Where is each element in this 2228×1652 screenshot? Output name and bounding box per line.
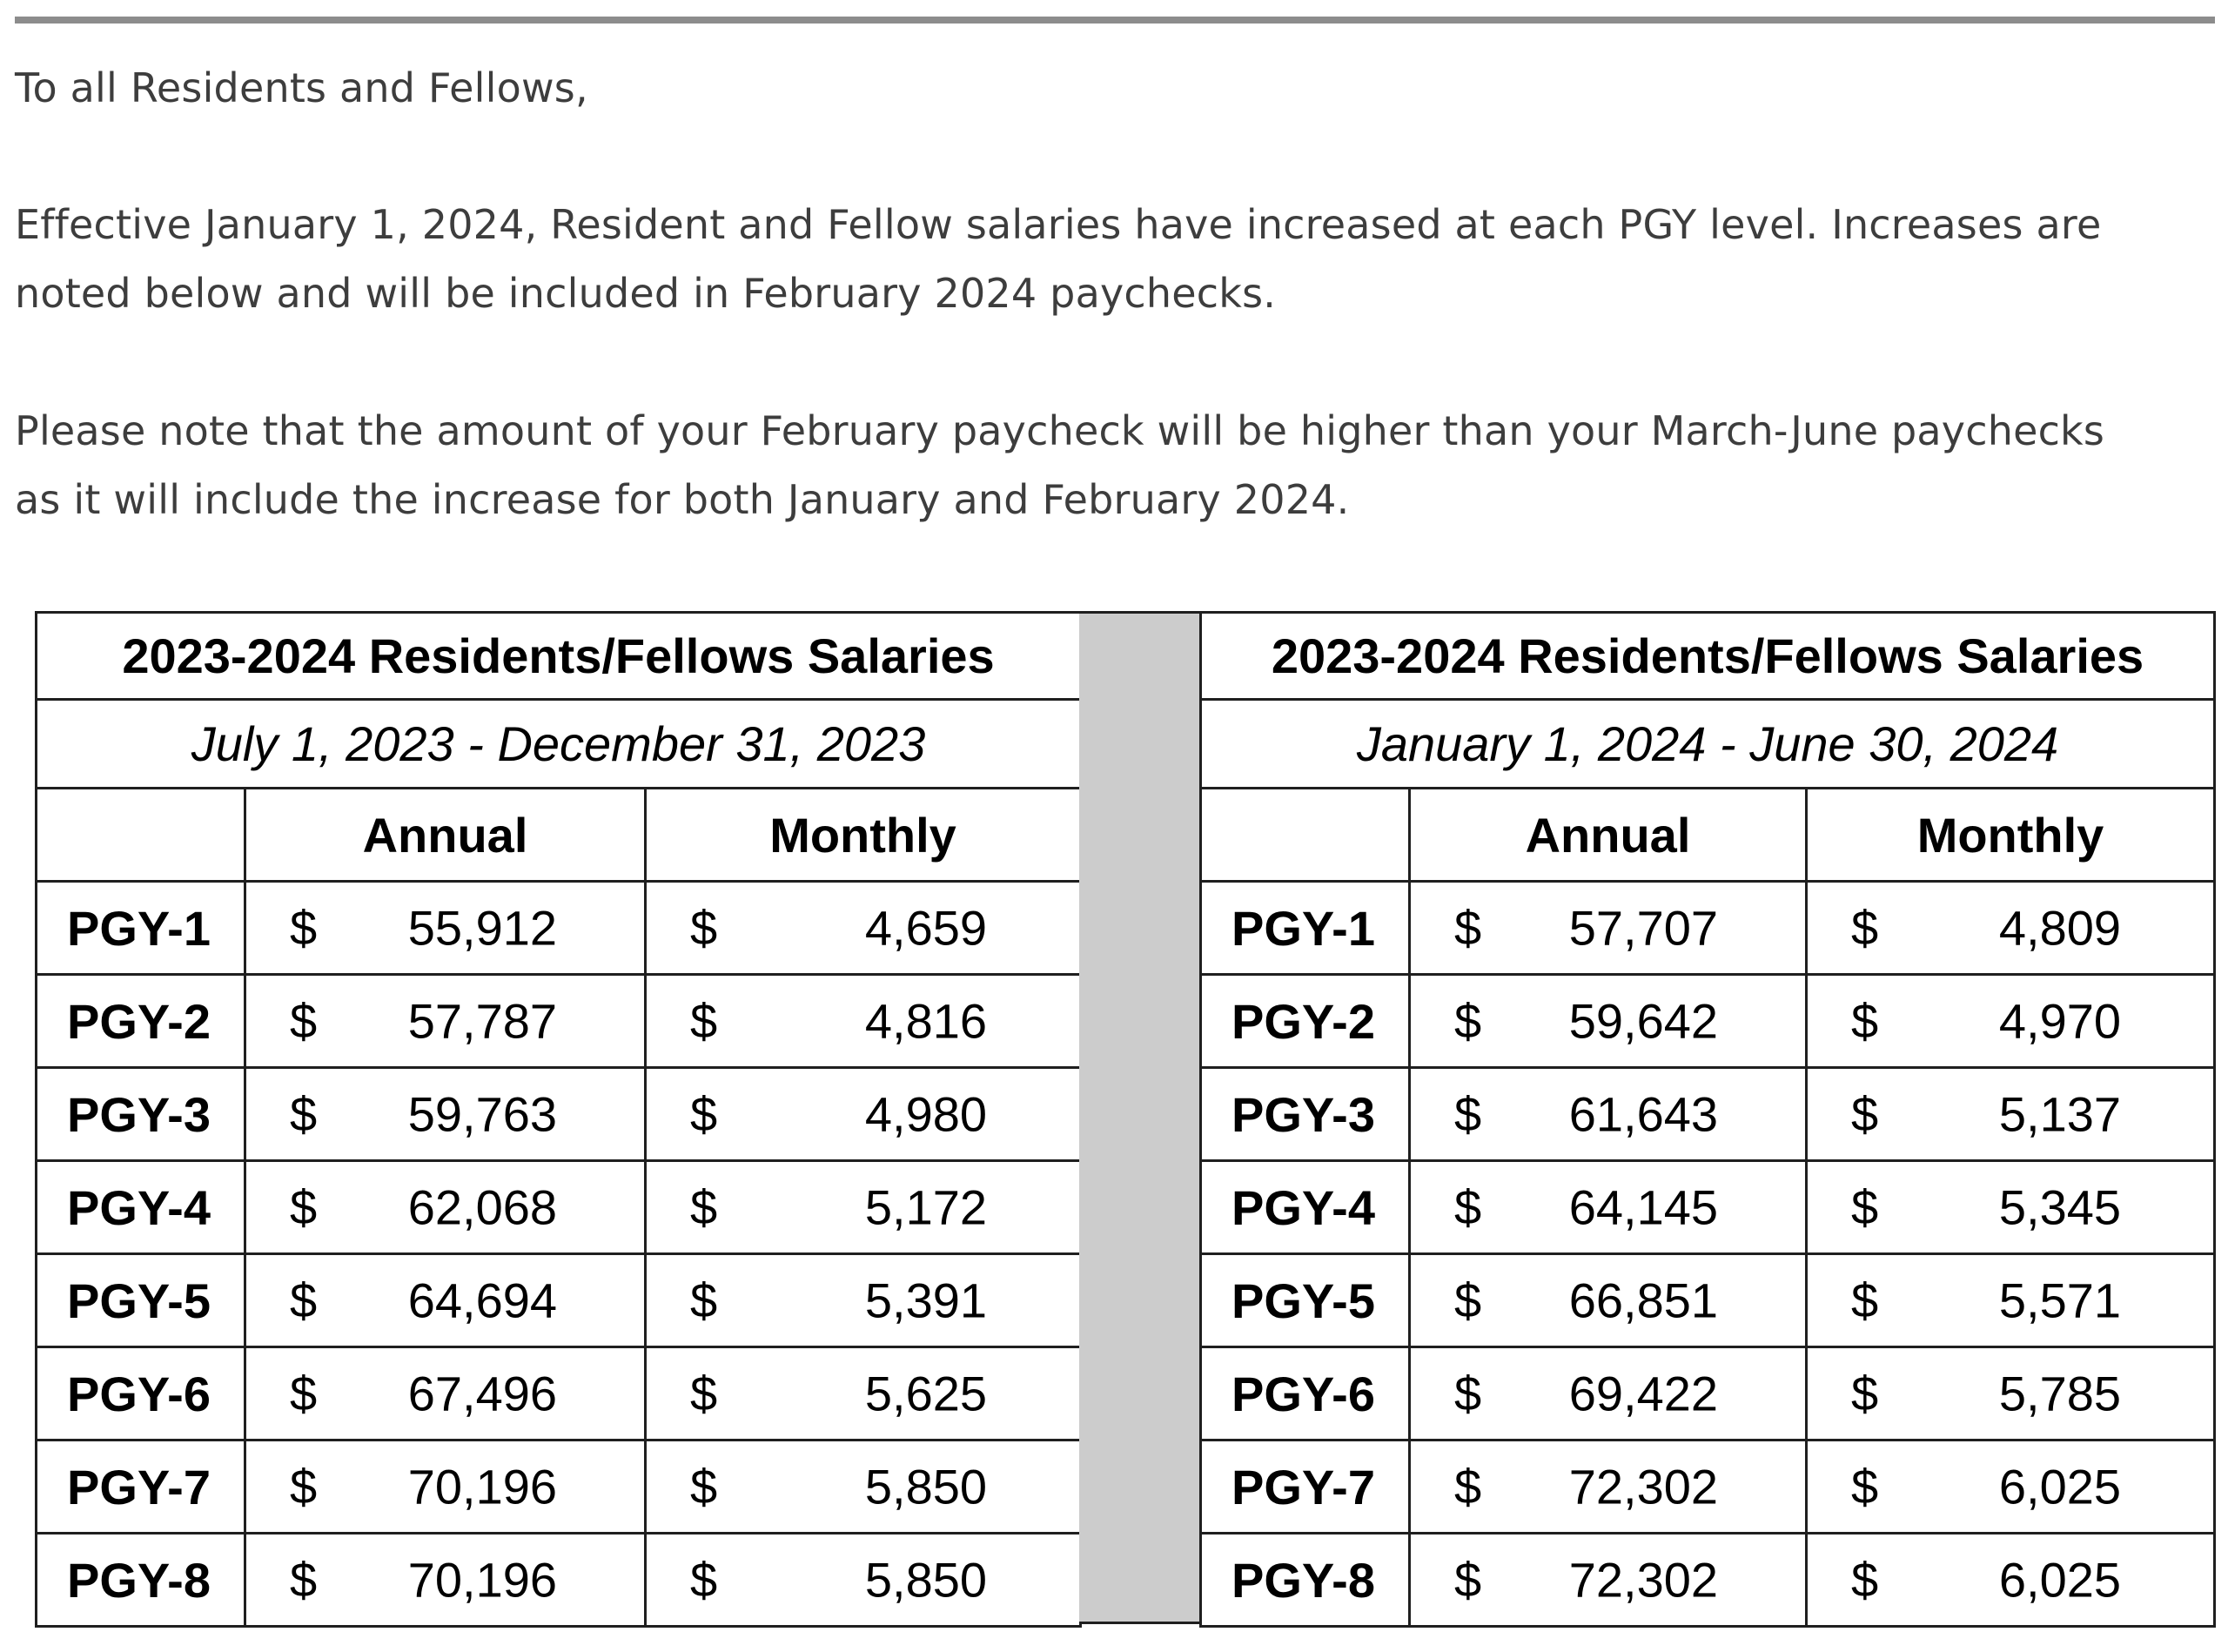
monthly-amount: 5,850 (864, 1459, 988, 1514)
top-divider-rule (15, 17, 2215, 24)
pgy-level-label: PGY-5 (37, 1254, 245, 1347)
salary-row (1201, 1254, 2215, 1347)
monthly-header: Monthly (646, 789, 1081, 882)
currency-symbol: $ (290, 1273, 318, 1328)
pgy-level-label: PGY-6 (37, 1347, 245, 1440)
monthly-salary-cell (646, 1440, 1081, 1534)
monthly-salary-cell (646, 975, 1081, 1068)
pgy-level-label: PGY-8 (1201, 1534, 1410, 1627)
annual-salary-cell (245, 1068, 646, 1161)
currency-symbol: $ (1851, 1459, 1879, 1514)
pgy-level-label: PGY-3 (1201, 1068, 1410, 1161)
monthly-amount: 5,172 (864, 1179, 988, 1235)
salary-row (37, 1347, 1081, 1440)
annual-amount: 70,196 (407, 1459, 557, 1514)
monthly-salary-cell (1807, 882, 2215, 975)
annual-amount: 72,302 (1568, 1459, 1718, 1514)
monthly-amount: 4,980 (864, 1086, 988, 1142)
table-title: 2023-2024 Residents/Fellows Salaries (37, 613, 1081, 700)
monthly-salary-cell (646, 1347, 1081, 1440)
table-period: January 1, 2024 - June 30, 2024 (1201, 700, 2215, 789)
salary-table-jan-jun-2024 (1199, 611, 2216, 1628)
table-separator-column (1079, 611, 1199, 1624)
monthly-amount: 5,137 (1998, 1086, 2122, 1142)
monthly-amount: 5,345 (1998, 1179, 2122, 1235)
currency-symbol: $ (1454, 1086, 1482, 1142)
pgy-level-label: PGY-6 (1201, 1347, 1410, 1440)
currency-symbol: $ (1851, 1552, 1879, 1608)
currency-symbol: $ (1454, 1366, 1482, 1421)
currency-symbol: $ (1851, 1179, 1879, 1235)
annual-header: Annual (245, 789, 646, 882)
currency-symbol: $ (290, 900, 318, 956)
pgy-level-label: PGY-4 (1201, 1161, 1410, 1254)
salary-row (37, 1161, 1081, 1254)
announcement-paragraph: Effective January 1, 2024, Resident and Fellow salaries have increased at each PGY level. Increases are noted below and will be included in February 2024 paychecks. (15, 201, 2102, 317)
pgy-level-label: PGY-7 (37, 1440, 245, 1534)
annual-amount: 66,851 (1568, 1273, 1718, 1328)
annual-amount: 67,496 (407, 1366, 557, 1421)
annual-amount: 64,145 (1568, 1179, 1718, 1235)
pgy-level-label: PGY-4 (37, 1161, 245, 1254)
salary-row (37, 1254, 1081, 1347)
annual-salary-cell (245, 1347, 646, 1440)
salary-row (37, 1534, 1081, 1627)
monthly-salary-cell (1807, 975, 2215, 1068)
monthly-header: Monthly (1807, 789, 2215, 882)
monthly-amount: 6,025 (1998, 1552, 2122, 1608)
pgy-level-label: PGY-5 (1201, 1254, 1410, 1347)
annual-salary-cell (1410, 1068, 1807, 1161)
annual-salary-cell (245, 1440, 646, 1534)
monthly-amount: 5,571 (1998, 1273, 2122, 1328)
annual-amount: 62,068 (407, 1179, 557, 1235)
monthly-amount: 5,785 (1998, 1366, 2122, 1421)
annual-amount: 69,422 (1568, 1366, 1718, 1421)
salary-row (1201, 1161, 2215, 1254)
monthly-amount: 4,816 (864, 993, 988, 1049)
currency-symbol: $ (290, 1552, 318, 1608)
paycheck-note-paragraph: Please note that the amount of your February paycheck will be higher than your March-June paychecks as it will include the increase for both January and February 2024. (15, 407, 2105, 523)
monthly-amount: 6,025 (1998, 1459, 2122, 1514)
annual-salary-cell (245, 882, 646, 975)
monthly-salary-cell (1807, 1534, 2215, 1627)
pgy-level-label: PGY-2 (37, 975, 245, 1068)
annual-amount: 59,642 (1568, 993, 1718, 1049)
annual-amount: 64,694 (407, 1273, 557, 1328)
currency-symbol: $ (1454, 1552, 1482, 1608)
annual-salary-cell (245, 1254, 646, 1347)
currency-symbol: $ (690, 1459, 718, 1514)
annual-salary-cell (1410, 1254, 1807, 1347)
monthly-salary-cell (1807, 1440, 2215, 1534)
annual-salary-cell (1410, 1347, 1807, 1440)
monthly-amount: 5,850 (864, 1552, 988, 1608)
salary-table-jul-dec-2023 (35, 611, 1082, 1628)
table-title: 2023-2024 Residents/Fellows Salaries (1201, 613, 2215, 700)
currency-symbol: $ (1851, 1273, 1879, 1328)
monthly-salary-cell (646, 882, 1081, 975)
annual-amount: 57,787 (407, 993, 557, 1049)
annual-amount: 70,196 (407, 1552, 557, 1608)
salary-row (37, 882, 1081, 975)
currency-symbol: $ (690, 1179, 718, 1235)
pgy-level-label: PGY-2 (1201, 975, 1410, 1068)
annual-salary-cell (1410, 1534, 1807, 1627)
salary-row (1201, 1534, 2215, 1627)
currency-symbol: $ (690, 1086, 718, 1142)
currency-symbol: $ (1851, 900, 1879, 956)
currency-symbol: $ (1851, 993, 1879, 1049)
currency-symbol: $ (690, 993, 718, 1049)
annual-amount: 57,707 (1568, 900, 1718, 956)
pgy-level-label: PGY-7 (1201, 1440, 1410, 1534)
annual-salary-cell (1410, 1161, 1807, 1254)
currency-symbol: $ (290, 1366, 318, 1421)
level-header-empty (1201, 789, 1410, 882)
pgy-level-label: PGY-3 (37, 1068, 245, 1161)
monthly-amount: 5,391 (864, 1273, 988, 1328)
currency-symbol: $ (290, 1459, 318, 1514)
salary-row (37, 1440, 1081, 1534)
currency-symbol: $ (290, 993, 318, 1049)
table-period: July 1, 2023 - December 31, 2023 (37, 700, 1081, 789)
currency-symbol: $ (690, 1552, 718, 1608)
annual-salary-cell (245, 1534, 646, 1627)
currency-symbol: $ (690, 1273, 718, 1328)
salary-row (1201, 882, 2215, 975)
currency-symbol: $ (690, 1366, 718, 1421)
annual-amount: 72,302 (1568, 1552, 1718, 1608)
annual-salary-cell (245, 1161, 646, 1254)
monthly-salary-cell (646, 1254, 1081, 1347)
monthly-salary-cell (1807, 1347, 2215, 1440)
annual-header: Annual (1410, 789, 1807, 882)
currency-symbol: $ (1454, 1273, 1482, 1328)
annual-salary-cell (245, 975, 646, 1068)
currency-symbol: $ (1851, 1086, 1879, 1142)
monthly-salary-cell (1807, 1254, 2215, 1347)
greeting-text: To all Residents and Fellows, (15, 64, 588, 111)
currency-symbol: $ (1454, 1179, 1482, 1235)
currency-symbol: $ (1454, 900, 1482, 956)
salary-row (1201, 1347, 2215, 1440)
monthly-amount: 4,809 (1998, 900, 2122, 956)
currency-symbol: $ (1454, 1459, 1482, 1514)
monthly-amount: 4,970 (1998, 993, 2122, 1049)
annual-amount: 55,912 (407, 900, 557, 956)
annual-salary-cell (1410, 1440, 1807, 1534)
monthly-amount: 5,625 (864, 1366, 988, 1421)
annual-amount: 59,763 (407, 1086, 557, 1142)
currency-symbol: $ (290, 1086, 318, 1142)
salary-row (1201, 1068, 2215, 1161)
salary-row (1201, 1440, 2215, 1534)
level-header-empty (37, 789, 245, 882)
pgy-level-label: PGY-1 (1201, 882, 1410, 975)
currency-symbol: $ (1454, 993, 1482, 1049)
salary-row (37, 975, 1081, 1068)
monthly-salary-cell (646, 1534, 1081, 1627)
monthly-amount: 4,659 (864, 900, 988, 956)
monthly-salary-cell (646, 1068, 1081, 1161)
currency-symbol: $ (1851, 1366, 1879, 1421)
pgy-level-label: PGY-1 (37, 882, 245, 975)
monthly-salary-cell (1807, 1068, 2215, 1161)
annual-salary-cell (1410, 975, 1807, 1068)
salary-row (1201, 975, 2215, 1068)
currency-symbol: $ (290, 1179, 318, 1235)
monthly-salary-cell (646, 1161, 1081, 1254)
pgy-level-label: PGY-8 (37, 1534, 245, 1627)
annual-amount: 61,643 (1568, 1086, 1718, 1142)
annual-salary-cell (1410, 882, 1807, 975)
monthly-salary-cell (1807, 1161, 2215, 1254)
currency-symbol: $ (690, 900, 718, 956)
salary-row (37, 1068, 1081, 1161)
